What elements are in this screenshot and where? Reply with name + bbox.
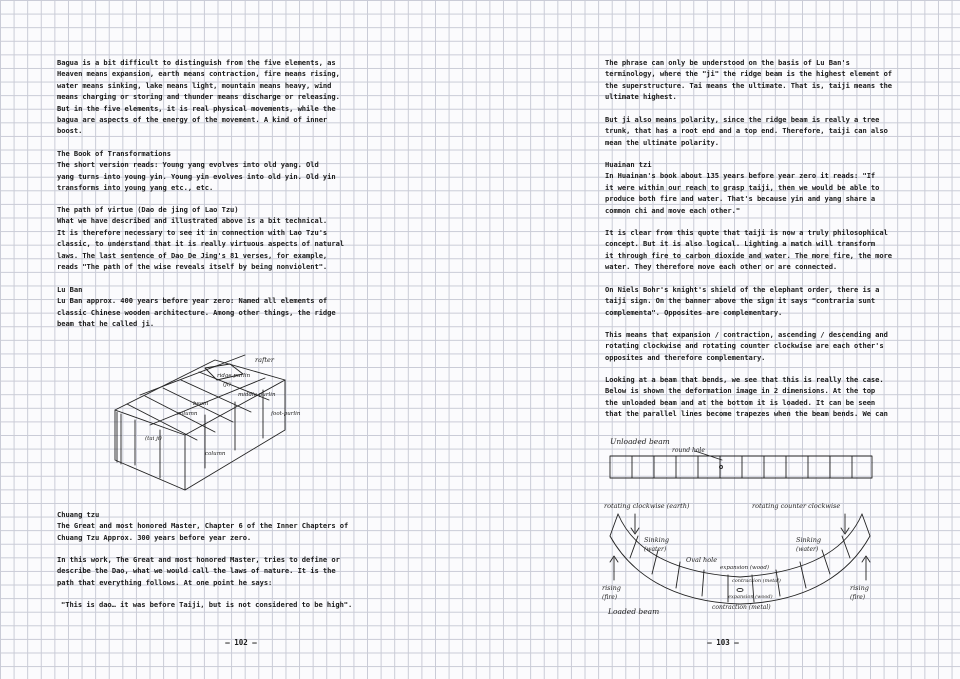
label-fire-right: (fire) (850, 594, 866, 601)
paragraph-huainan: Huainan tzi In Huainan's book about 135 years before year zero it reads: "If it were within our reach to grasp taiji, then we would be able to produce both fire and water. That's because yin and yang share a common chi and move each other." (605, 160, 880, 215)
label-sinking-left: Sinking (644, 536, 670, 544)
label-foot-purlin: foot-purlin (271, 411, 301, 417)
label-round-hole: round hole (672, 447, 705, 454)
right-page (480, 0, 960, 679)
paragraph-lu-ban: Lu Ban Lu Ban approx. 400 years before year zero: Named all elements of classic Chinese wooden architecture. Among other things, the ridge beam that he called ji. (57, 285, 336, 329)
label-ridge-purlin: ridge purlin (217, 373, 251, 379)
label-rotating-counter-clockwise: rotating counter clockwise (752, 502, 841, 510)
paragraph-polarity: But ji also means polarity, since the ridge beam is really a tree trunk, that has a root end and a top end. Therefore, taiji can also mean the ultimate polarity. (605, 115, 888, 147)
paragraph-complementary: This means that expansion / contraction, ascending / descending and rotating clockwise and rotating counter clockwise are each other's opposites and therefore complementary. (605, 330, 888, 362)
label-middle-purlin: middle purlin (238, 392, 276, 398)
paragraph-path-of-virtue: The path of virtue (Dao de jing of Lao Tzu) What we have described and illustrated above is a bit technical. It is therefore necessary to see it in connection with Lao Tzu's classic, to understand that it is really virtuous aspects of natural laws. The last sentence of Dao De Jing's 81 verses, for example, reads "The path of the wise reveals itself by being nonviolent". (57, 205, 345, 272)
label-expansion-wood-2: expansion (wood) (728, 594, 773, 600)
label-rising-right: rising (850, 584, 869, 592)
paragraph-beam-bends: Looking at a beam that bends, we see that this is really the case. Below is shown the deformation image in 2 dimensions. At the top the unloaded beam and at the bottom it is loaded. It can be seen that the parallel lines become trapezes when the beam bends. We can (605, 375, 888, 419)
page-number-right: – 103 – (707, 638, 739, 647)
beam-deformation-sketch (600, 432, 900, 622)
label-contraction-metal-2: contraction (metal) (712, 604, 771, 611)
label-expansion-wood: expansion (wood) (720, 565, 770, 571)
paragraph-chuang-tzu: Chuang tzu The Great and most honored Master, Chapter 6 of the Inner Chapters of Chuang Tzu Approx. 300 years before year zero. (57, 510, 349, 542)
label-rafter: rafter (255, 356, 274, 364)
label-taiji: (tai ji) (145, 436, 162, 442)
paragraph-bagua: Bagua is a bit difficult to distinguish from the five elements, as Heaven means expansion, earth means contraction, fire means rising, water means sinking, lake means light, mountain means heavy, wind means charging or storing and thunder means discharge or releasing. But in the five elements, it is real physical movements, while the bagua are aspects of the energy of the movement. A kind of inner boost. (57, 58, 340, 136)
label-contraction-metal: contraction (metal) (732, 578, 781, 584)
quote-dao: "This is dao… it was before Taiji, but is not considered to be high". (61, 600, 353, 609)
label-sinking-right: Sinking (796, 536, 822, 544)
roof-frame-sketch (105, 350, 305, 500)
label-loaded-beam: Loaded beam (608, 607, 660, 616)
label-beam: beam (193, 401, 209, 407)
paragraph-philosophical-concept: It is clear from this quote that taiji is now a truly philosophical concept. But it is also logical. Lighting a match will transform it through fire to carbon dioxide and water. The more fire, the more water. They therefore move each other or are connected. (605, 228, 893, 272)
label-column-2: column (205, 451, 226, 457)
label-rising-left: rising (602, 584, 621, 592)
label-oval-hole: Oval hole (686, 556, 718, 564)
paragraph-niels-bohr: On Niels Bohr's knight's shield of the elephant order, there is a taiji sign. On the banner above the sign it says "contraria sunt complementa". Opposites are complementary. (605, 285, 880, 317)
page-number-left: – 102 – (225, 638, 257, 647)
label-unloaded-beam: Unloaded beam (610, 437, 670, 446)
label-fire-left: (fire) (602, 594, 618, 601)
label-water-left: (water) (644, 546, 667, 553)
paragraph-great-master: In this work, The Great and most honored Master, tries to define or describe the Dao, what we would call the laws of nature. It is the path that everything follows. At one point he says: (57, 555, 340, 587)
label-rotating-clockwise: rotating clockwise (earth) (604, 502, 690, 510)
label-water-right: (water) (796, 546, 819, 553)
label-ji: (ji) (223, 382, 231, 388)
paragraph-book-of-transformations: The Book of Transformations The short version reads: Young yang evolves into old yang. Old yang turns into young yin. Young yin evolves into old yin. Old yin transforms into young yang etc., etc. (57, 149, 336, 193)
label-column: column (177, 411, 198, 417)
paragraph-lu-ban-terminology: The phrase can only be understood on the basis of Lu Ban's terminology, where the "ji" the ridge beam is the highest element of the superstructure. Tai means the ultimate. That is, taiji means the ultimate highest. (605, 58, 893, 102)
